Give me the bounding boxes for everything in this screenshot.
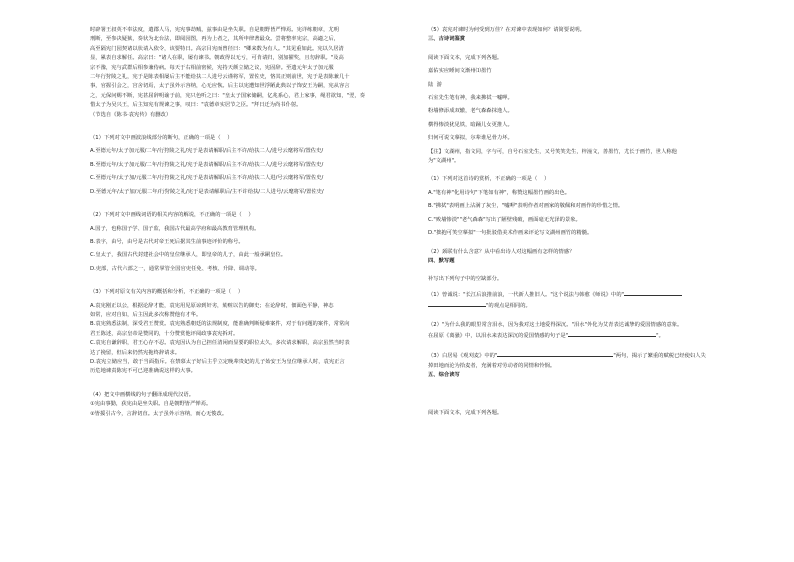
fill-2-blank-2[interactable] (612, 330, 656, 337)
fill-3-text-a: （3）白居易《观刈麦》中的" (428, 353, 498, 360)
fill-question-3 (428, 350, 718, 361)
question-stem: （1）下列对文中画波浪线部分的断句，正确的一项是（ ） (90, 135, 233, 142)
poem-question-2: （2）颈联有什么含意？从中看出诗人对这幅画有怎样的情感？ (428, 248, 575, 255)
option-a[interactable]: A.袁宪刚正以公，根据论辞才能，袁宪用见原谅到奸劣，劾赃以告的御史；在论辞时，佃面色平静，神态 (90, 302, 334, 309)
fill-question-1-cont (428, 300, 718, 311)
option-d-cont: 历危地谏责陈宪不可已迎准确说这样的大事。 (90, 368, 196, 375)
fill-3-blank-2[interactable] (555, 350, 613, 357)
option-d[interactable]: D.吏部，古代六部之一，通常掌管全国官吏任免、考核、升降、调动等。 (90, 265, 260, 272)
option-a[interactable]: A.国子，也称国子学、国子监，我国古代最高学府和最高教育管理机构。 (90, 225, 260, 232)
passage-line: 高至隔宪门园契诸以状请入依令，该要特日。高宗目宪而曾径曰："卿来数为有人。"其见重如此。宪以久居清 (90, 45, 344, 52)
passage-line: 之，元保问赐不断，宪甚屈辞明谕于前，宪只色听之曰："皇太子国家储嗣，亿兆系心，君上家事，绳君欲知，"翌，奏 (90, 92, 366, 99)
fill-1-blank-2[interactable] (428, 300, 486, 307)
translate-item-2: ②皆援引古今，言辞切直。太子虽外示容纳，而心无悛改。 (90, 410, 228, 417)
right-column (428, 26, 718, 418)
option-b[interactable]: B.表字，由号，由号是古代对帝王死后据其生前事迹评价的称号。 (90, 238, 244, 245)
option-c[interactable]: C.至德元年/太子加/元服二年/行狩陵之礼/宪于是表请解职/后主不许/给扶二人进/号云麾将军/置佐史/ (90, 175, 324, 182)
poem-author: 陆 游 (428, 81, 442, 88)
question-stem: （2）下列对文中画线词语的相关内容的解说，不正确的一项是（ ） (90, 212, 254, 219)
poem-line: 石室先生笔有神，我来拂拭一嘘呷。 (428, 95, 513, 102)
passage-line: 时辟署王叔英不奉法度，遣郡人马，宪宪事劫贼，兹事由是坐失职。自是朝野皆严惮焉。宪详练朝章，尤明 (90, 27, 339, 33)
option-d[interactable]: D.至德元年/太子加/元服二年/行狩陵之礼/宪于是表请解职后/主不许给扶/二人进号/云麾将军/置佐史/ (90, 188, 324, 195)
passage-line: 宗不豫，宪与武群后相参兼侍病。每天于右相前密候，宪持天颜立储之议，宪固辞。至遗元年太子加元服 (90, 64, 334, 71)
question-stem: （3）下列对原文有关内容的概括和分析，不正确的一项是（ ） (90, 289, 244, 296)
poem-question-1 (428, 175, 718, 238)
question-stem: （4）把文中画横线的句子翻译成现代汉语。 (90, 391, 195, 398)
section-4-intro: 补写出下列句子中的空缺部分。 (428, 276, 503, 283)
fill-2-text-b: 在屈原《离骚》中，以泪水来表达深沉的爱国情感的句子是" (428, 332, 569, 339)
section-3-title: 三、古诗词鉴赏 (428, 36, 466, 43)
passage-line: 显，累表自求解任。高宗曰："诸人在职，屡有谏书。朝政得以无亏，可肯请归，别加擢奖，且勿辞职。"及高 (90, 55, 344, 62)
option-b[interactable]: B.至德元年/太子加元服/二年/行狩陵之礼/宪于是表请解职/后主不许/给扶二人/进号云麾将军/置佐史/ (90, 161, 324, 168)
section-3-intro: 阅读下面文本，完成下列各题。 (428, 54, 503, 61)
passage-line: 二年行狩陵之礼，宪于是陈表相屡后主不能给扶二人进号云谨将军，置佐史，恪其正则前世，宪于是表陈兼几十 (90, 74, 350, 81)
option-b-cont: 君王陈述，高宗皇帝是赞同的，十分赞赏他评阅政事袁宪拆对。 (90, 330, 239, 337)
fill-1-text-b: "的观点是相同的。 (486, 303, 531, 310)
poem-note-cont: 为"文湖州"。 (428, 158, 460, 165)
option-c[interactable]: C.袁宪自谦辞职，君王心存不忍。袁宪因认为自己担任清闲而显要的职位太久，多次请求解职，高宗虽然当时表 (90, 340, 350, 347)
option-a[interactable]: A.至德元年/太子加元服/二年/行狩陵之礼/宪于是表请解职/后主不许/给扶二人/进号云麾将军/置佐史/ (90, 148, 324, 155)
fill-3-blank-1[interactable] (497, 350, 555, 357)
fill-question-2-cont (428, 330, 718, 341)
fill-3-text-b: "两句，揭示了繁重的赋税已经使妇人失 (613, 353, 706, 360)
poem-line: 粉墙修添成双辙，老气森森抹逸人。 (428, 108, 513, 115)
option-c-cont: 达了挽留，但后来仍然宪拖终辞请求。 (90, 349, 181, 356)
option-b[interactable]: B.袁宪熟悉法制，深受君王赞赏。袁宪熟悉朝廷的法规制度，能准确判断疑难案件，对于有问题的案件，常常向 (90, 321, 350, 328)
option-c[interactable]: C.皇太子，我国古代封建社会中的皇位继承人，即皇帝的儿子，由此一般承嗣皇位。 (90, 252, 287, 259)
fill-1-blank-1[interactable] (624, 289, 682, 296)
poem-title: 嘉佑实应睡间文渐州⑴墨竹 (428, 68, 492, 75)
fill-2-text-c: "。 (656, 332, 664, 339)
poem-note: 【注】文湖州，指文同，字与可，自号石室先生，又号笑笑先生，梓潼文，善墨竹，尤长于画竹，世人称他 (428, 148, 677, 155)
question-1 (90, 134, 390, 197)
left-column (90, 26, 390, 419)
option-a[interactable]: A."笔有神"化用诗句"下笔如有神"，称赞这幅墨竹画的出色。 (428, 189, 571, 196)
section-5-title: 五、综合读写 (428, 372, 460, 379)
question-3 (90, 288, 390, 377)
section-4-title: 四、默写题 (428, 257, 455, 264)
option-d[interactable]: D."拙抱可笑空摹拟"一句批驳借美术作画来评论写文湖州画竹的精髓。 (428, 230, 593, 237)
fill-question-1 (428, 289, 718, 300)
fill-question-2: （2）"为什么我的眼里常含泪水，因为我对这土地爱得深沉。"泪水"外化为艾青表达诚挚的爱国情感的意象。 (428, 321, 683, 328)
section-5-intro: 阅读下面文本，完成下列各题。 (428, 409, 503, 416)
question-5: （5）袁宪对谏时为何受到万佳？在对谏中表现如何？请简要说明。 (428, 27, 585, 33)
option-d[interactable]: D.袁宪立储应当，敢于当面指斥。在禁慕太子好后主乎立定晚辈贵妃的儿子始安王为皇位继承人时，袁宪正言 (90, 358, 345, 365)
passage-line: 惜太子为吴兴王，后主知宪有规谏之事，叹曰："袁德章实居节之臣。"拜日迁为尚书仆射。 (90, 102, 302, 109)
option-a-cont: 如常，应对自如，后主因此多次称赞他有才华。 (90, 311, 202, 318)
poem-line: 横得惨淡犹见铁，暗踊儿女更推人。 (428, 121, 513, 128)
passage-line: 刑断，至参决疑狱，奏状为北台法，即阅园图，再为上者之，其所申律著最众。尝将整率宪宗，高適之后， (90, 36, 339, 43)
translate-item-1: ①宪由事勤，获宪由是坐失职。自是朝野皆严惮焉。 (90, 401, 212, 408)
question-2 (90, 211, 390, 274)
passage-source: （节选自《陈书·袁宪传》有删改） (90, 111, 172, 118)
option-b[interactable]: B."拂拭"表明画上沾满了灰尘，"嘘呷"表明作者对画家的敬佩和对画作的珍惜之情。 (428, 203, 624, 210)
fill-2-blank-1[interactable] (568, 330, 612, 337)
poem-line: 归何可说文摹拟，尔辈谁尼骨力坏。 (428, 135, 513, 142)
question-stem: （1）下列对这首诗的赏析，不正确的一项是（ ） (428, 176, 550, 183)
question-4 (90, 391, 390, 419)
passage-line: 事，官握引会之，宫舍切焉，太子虽外示容纳，心无应恢。后主以宪遭知世浮陋此典以子饰安王为嗣，宪从容言 (90, 83, 350, 90)
fill-1-text-a: （1）曾诚说："长江后浪推前浪，一代新人推旧人。"这个说法与韩愈《师说》中的" (428, 291, 625, 298)
option-c[interactable]: C."败墙惨淡""老气森森"写出了陋壁残破，画面毫无光泽的景象。 (428, 216, 581, 223)
passage (90, 26, 390, 111)
fill-question-3-cont: 掉田地而沦为拾麦者，充满着对劳动者的同情和怜悯。 (428, 362, 556, 369)
